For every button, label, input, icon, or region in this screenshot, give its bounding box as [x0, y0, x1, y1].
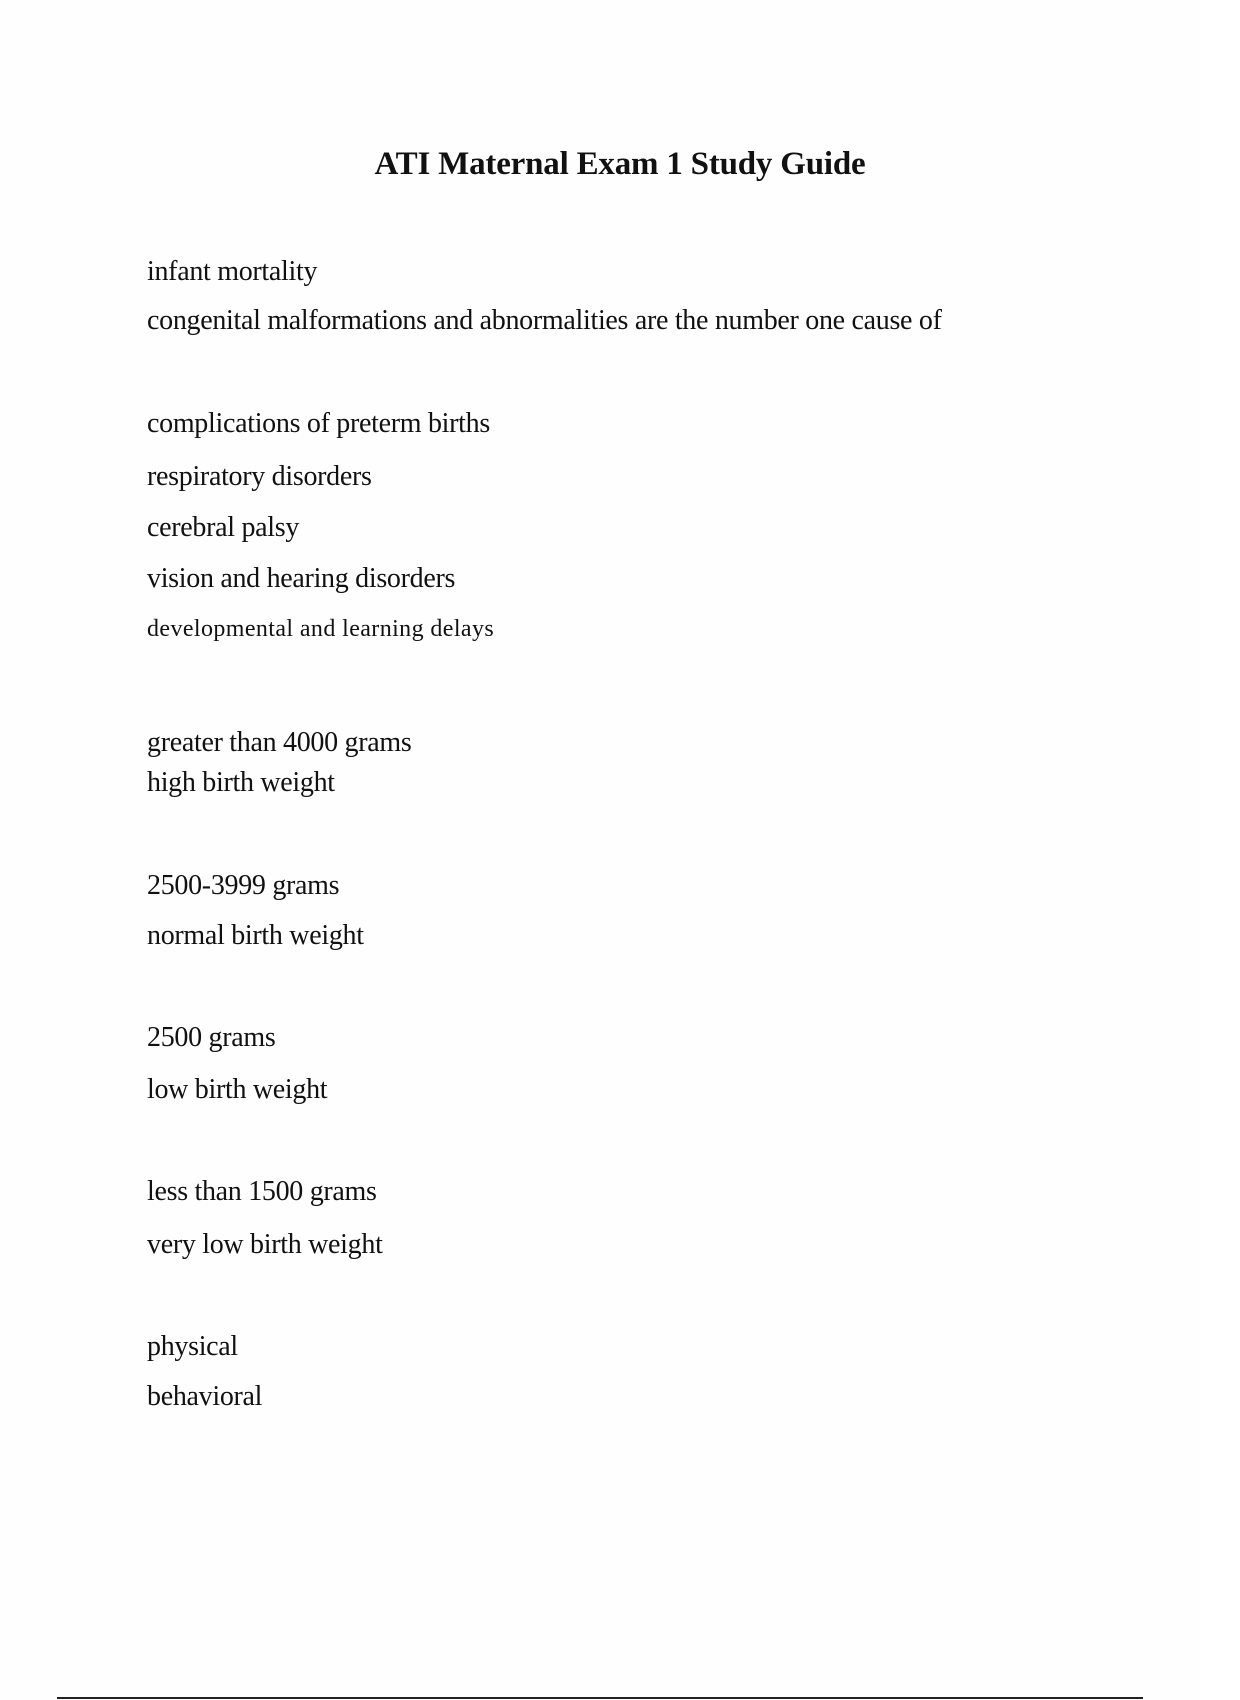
text-line-high-birth-weight: high birth weight: [147, 767, 335, 798]
text-line-low-birth-weight: low birth weight: [147, 1074, 328, 1105]
footer-divider: [57, 1697, 1143, 1699]
text-line-normal-birth-weight: normal birth weight: [147, 920, 364, 951]
text-line-behavioral: behavioral: [147, 1381, 263, 1412]
text-line-less-than-1500: less than 1500 grams: [147, 1176, 377, 1207]
text-line-infant-mortality: infant mortality: [147, 256, 318, 287]
text-line-respiratory-disorders: respiratory disorders: [147, 461, 372, 492]
document-title: ATI Maternal Exam 1 Study Guide: [374, 146, 866, 182]
text-line-congenital-malformations: congenital malformations and abnormalities are the number one cause of: [147, 305, 942, 336]
text-line-2500-grams: 2500 grams: [147, 1022, 276, 1053]
text-line-developmental-delays: developmental and learning delays: [147, 616, 495, 642]
text-line-cerebral-palsy: cerebral palsy: [147, 512, 300, 543]
text-line-preterm-complications: complications of preterm births: [147, 408, 490, 439]
text-line-physical: physical: [147, 1331, 238, 1362]
text-line-greater-than-4000: greater than 4000 grams: [147, 727, 412, 758]
text-line-vision-hearing: vision and hearing disorders: [147, 563, 456, 594]
text-line-very-low-birth-weight: very low birth weight: [147, 1229, 383, 1260]
text-line-2500-3999: 2500-3999 grams: [147, 870, 340, 901]
